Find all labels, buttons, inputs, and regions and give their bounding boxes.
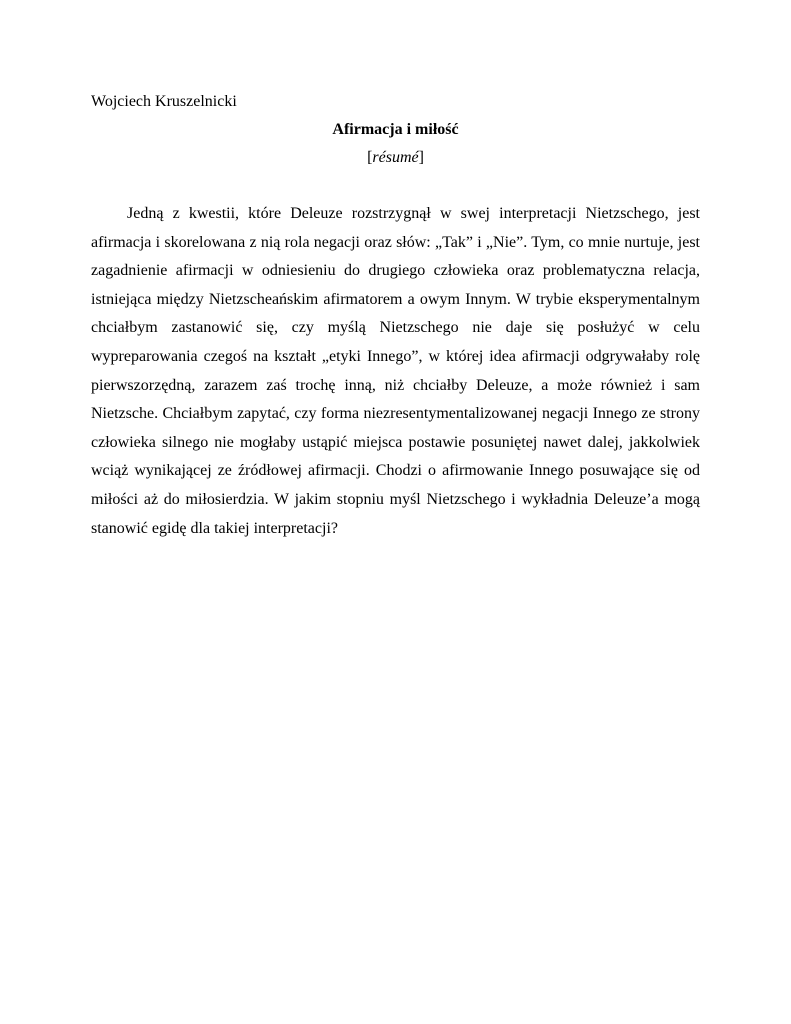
document-subtitle	[91, 144, 700, 172]
abstract-paragraph: Jedną z kwestii, które Deleuze rozstrzygnął w swej interpretacji Nietzschego, jest afirmacja i skorelowana z nią rola negacji oraz słów: „Tak” i „Nie”. Tym, co mnie nurtuje, jest zagadnienie afirmacji w odniesieniu do drugiego człowieka oraz problematyczna relacja, istniejąca między Nietzscheańskim afirmatorem a owym Innym. W trybie eksperymentalnym chciałbym zastanowić się, czy myślą Nietzschego nie daje się posłużyć w celu wypreparowania czegoś na kształt „etyki Innego”, w której idea afirmacji odgrywałaby rolę pierwszorzędną, zarazem zaś trochę inną, niż chciałby Deleuze, a może również i sam Nietzsche. Chciałbym zapytać, czy forma niezresentymentalizowanej negacji Innego ze strony człowieka silnego nie mogłaby ustąpić miejsca postawie posuniętej nawet dalej, jakkolwiek wciąż wynikającej ze źródłowej afirmacji. Chodzi o afirmowanie Innego posuwające się od miłości aż do miłosierdzia. W jakim stopniu myśl Nietzschego i wykładnia Deleuze’a mogą stanowić egidę dla takiej interpretacji?	[91, 205, 700, 537]
subtitle-close-bracket: ]	[418, 149, 424, 166]
document-page	[91, 88, 700, 543]
subtitle-word: résumé	[372, 149, 419, 166]
document-title: Afirmacja i miłość	[332, 121, 459, 138]
author-name: Wojciech Kruszelnicki	[91, 93, 237, 110]
subtitle-open-bracket: [	[367, 149, 373, 166]
